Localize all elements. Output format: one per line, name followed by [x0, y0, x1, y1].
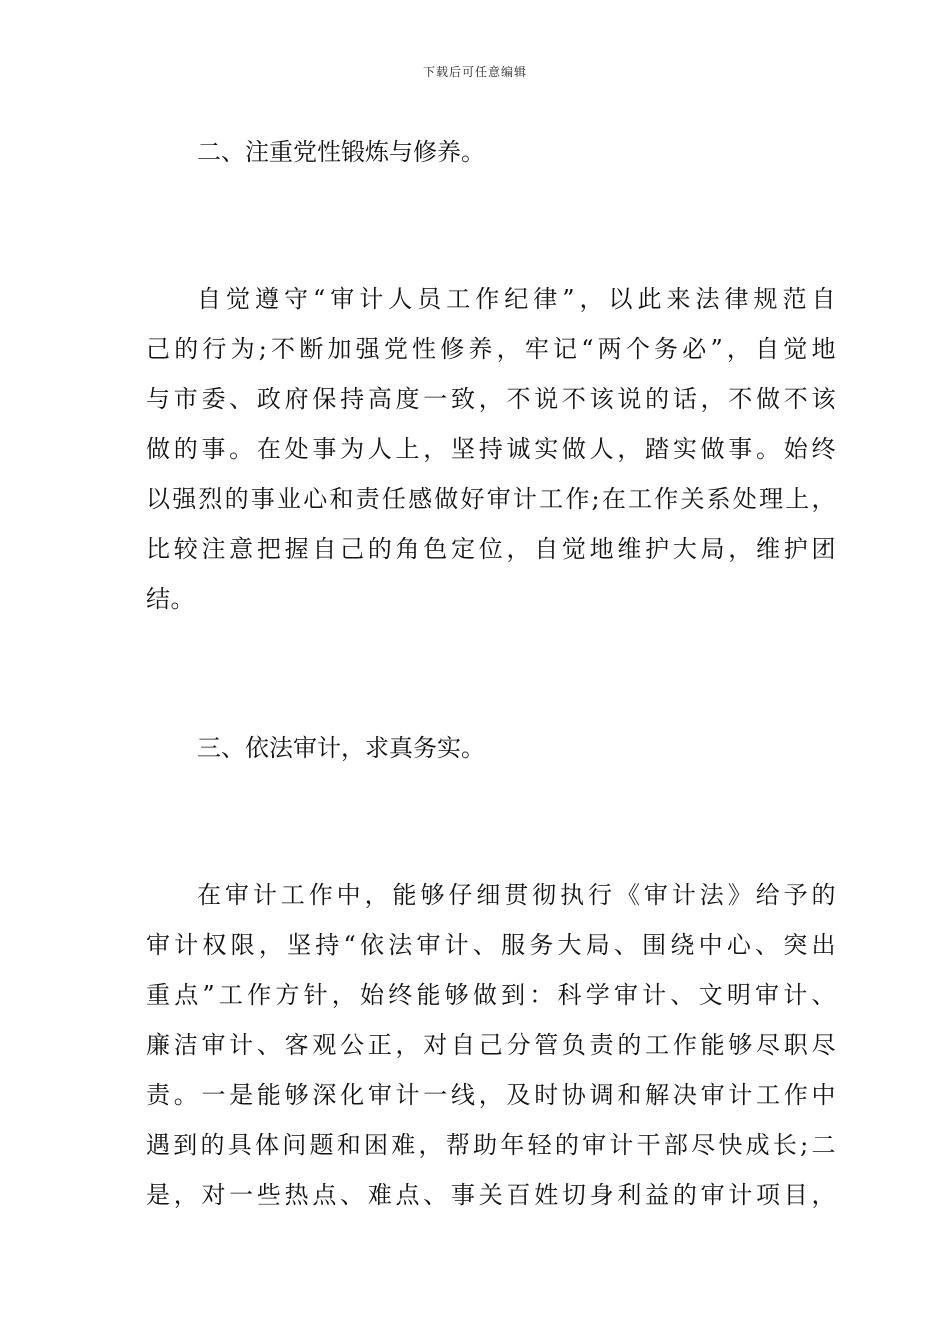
paragraph-lawful-audit	[146, 870, 836, 1220]
paragraph-line: 结。	[146, 585, 195, 613]
paragraph-line: 做的事。在处事为人上，坚持诚实做人，踏实做事。始终	[146, 435, 836, 463]
paragraph-line: 是，对一些热点、难点、事关百姓切身利益的审计项目，	[146, 1181, 836, 1209]
section-heading-discipline: 二、注重党性锻炼与修养。	[197, 138, 485, 166]
paragraph-line: 比较注意把握自己的角色定位，自觉地维护大局，维护团	[146, 535, 836, 563]
paragraph-line: 己的行为;不断加强党性修养，牢记“两个务必”，自觉地	[146, 335, 836, 363]
paragraph-line: 审计权限，坚持“依法审计、服务大局、围绕中心、突出	[146, 931, 836, 959]
paragraph-line: 责。一是能够深化审计一线，及时协调和解决审计工作中	[146, 1081, 836, 1109]
paragraph-line: 重点”工作方针，始终能够做到：科学审计、文明审计、	[146, 981, 836, 1009]
paragraph-line: 自觉遵守“审计人员工作纪律”，以此来法律规范自	[197, 285, 836, 313]
paragraph-line: 以强烈的事业心和责任感做好审计工作;在工作关系处理上，	[146, 485, 836, 513]
paragraph-line: 遇到的具体问题和困难，帮助年轻的审计干部尽快成长;二	[146, 1131, 836, 1159]
paragraph-line: 廉洁审计、客观公正，对自己分管负责的工作能够尽职尽	[146, 1031, 836, 1059]
paragraph-discipline	[146, 274, 836, 624]
paragraph-line: 在审计工作中，能够仔细贯彻执行《审计法》给予的	[197, 881, 836, 909]
page-header: 下载后可任意编辑	[422, 65, 527, 79]
section-heading-lawful-audit: 三、依法审计，求真务实。	[197, 734, 485, 762]
paragraph-line: 与市委、政府保持高度一致，不说不该说的话，不做不该	[146, 385, 836, 413]
